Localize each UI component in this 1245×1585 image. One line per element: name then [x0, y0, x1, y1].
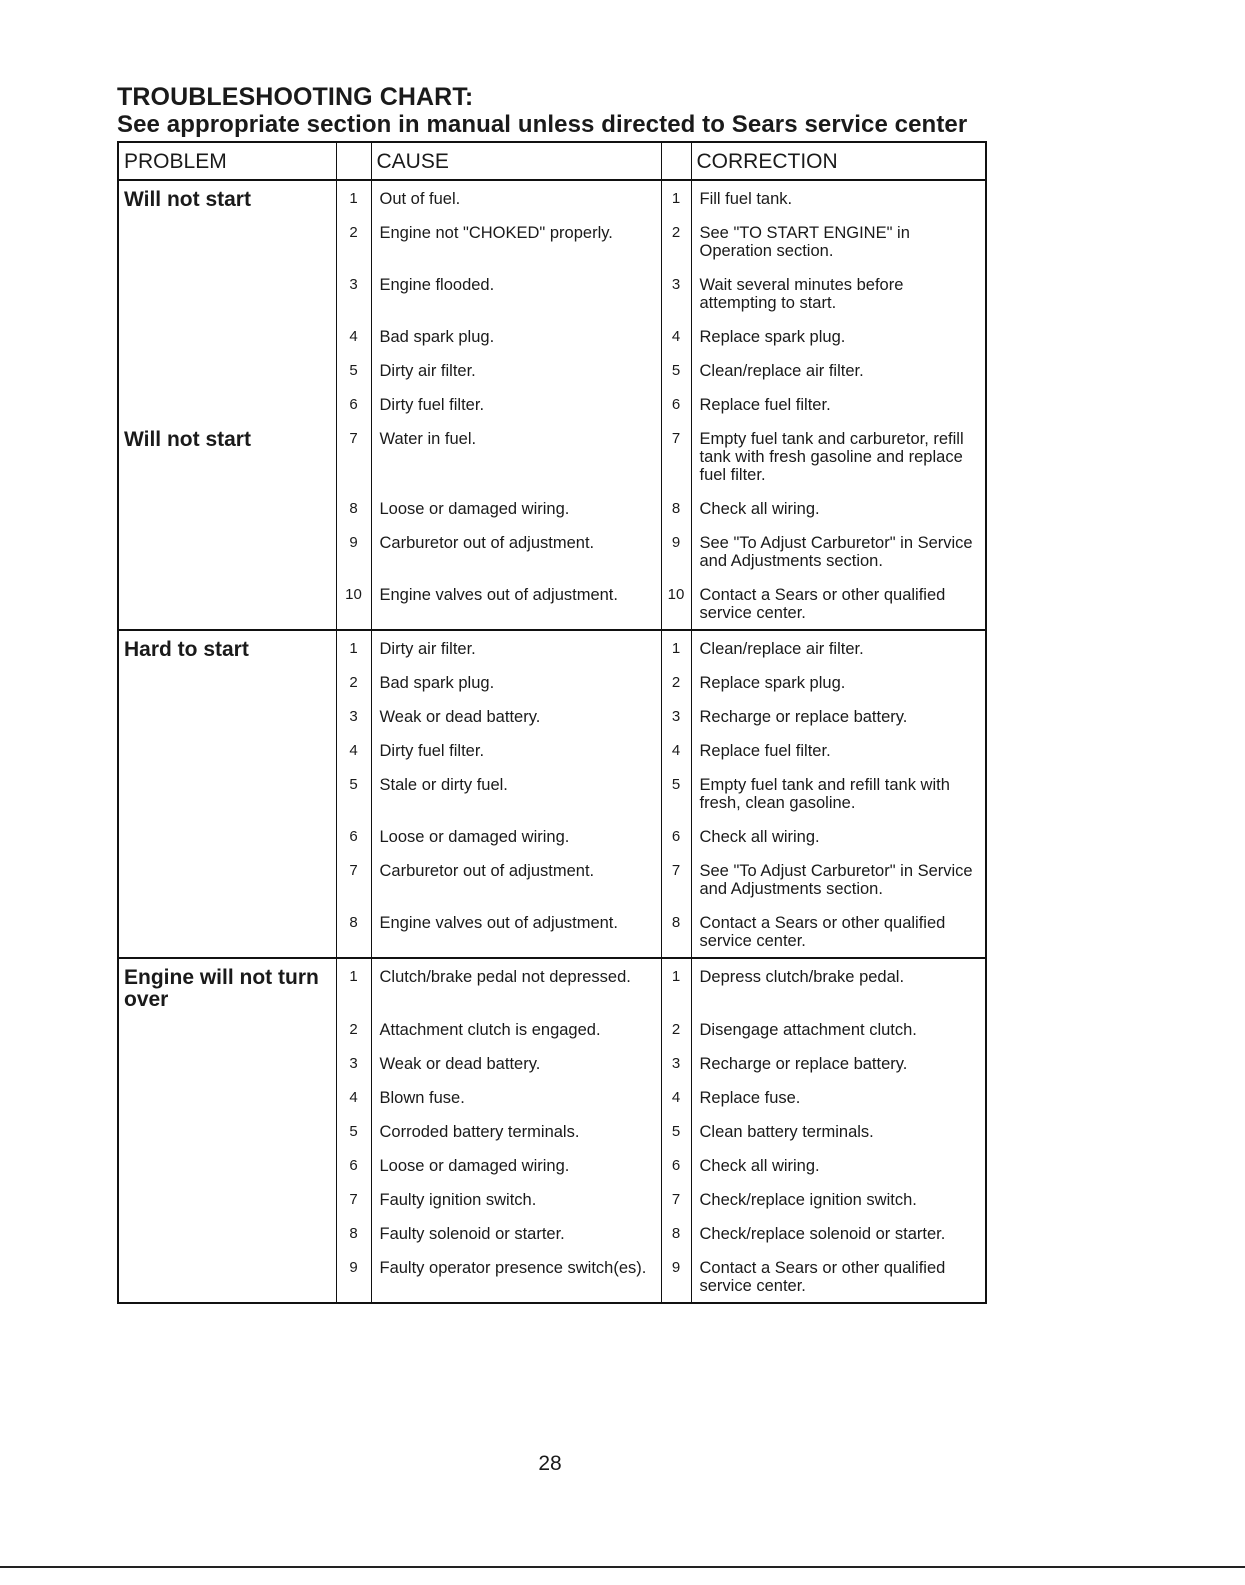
- table-row: [118, 267, 986, 319]
- correction-number: 10: [661, 577, 691, 630]
- cause-number: 3: [336, 1046, 371, 1080]
- table-row: [118, 1182, 986, 1216]
- chart-title: TROUBLESHOOTING CHART:: [117, 83, 474, 111]
- cause-cell: Weak or dead battery.: [379, 1055, 541, 1073]
- cause-number: 4: [336, 733, 371, 767]
- correction-number: 7: [661, 421, 691, 491]
- cause-number: 7: [336, 1182, 371, 1216]
- cause-cell: Water in fuel.: [379, 430, 477, 448]
- cause-cell: Weak or dead battery.: [379, 708, 541, 726]
- troubleshooting-table: [117, 141, 987, 1304]
- correction-number: 8: [661, 905, 691, 958]
- cause-number: 2: [336, 665, 371, 699]
- header-problem: PROBLEM: [118, 142, 336, 180]
- correction-cell: Replace spark plug.: [699, 328, 846, 346]
- problem-cell: [118, 1114, 336, 1148]
- header-cause-num: [336, 142, 371, 180]
- correction-number: 2: [661, 665, 691, 699]
- problem-cell: [118, 1046, 336, 1080]
- correction-number: 6: [661, 819, 691, 853]
- table-row: [118, 1250, 986, 1303]
- correction-number: 3: [661, 267, 691, 319]
- header-cause: CAUSE: [371, 142, 661, 180]
- cause-number: 8: [336, 905, 371, 958]
- cause-cell: Corroded battery terminals.: [379, 1123, 580, 1141]
- cause-number: 7: [336, 421, 371, 491]
- table-row: [118, 958, 986, 1012]
- cause-cell: Bad spark plug.: [379, 674, 495, 692]
- cause-cell: Engine valves out of adjustment.: [379, 586, 618, 604]
- cause-number: 6: [336, 1148, 371, 1182]
- correction-cell: Check all wiring.: [699, 500, 820, 518]
- cause-cell: Out of fuel.: [371, 180, 661, 215]
- correction-number: 1: [661, 958, 691, 1012]
- correction-number: 3: [661, 699, 691, 733]
- table-row: [118, 1080, 986, 1114]
- cause-cell: Dirty fuel filter.: [379, 742, 485, 760]
- cause-cell: Bad spark plug.: [379, 328, 495, 346]
- cause-cell: Loose or damaged wiring.: [379, 828, 570, 846]
- problem-cell: [118, 733, 336, 767]
- correction-cell: Recharge or replace battery.: [699, 708, 908, 726]
- correction-number: 1: [661, 630, 691, 665]
- troubleshooting-page: [117, 82, 985, 1304]
- correction-number: 4: [661, 1080, 691, 1114]
- problem-cell: [118, 387, 336, 421]
- table-row: [118, 180, 986, 215]
- problem-cell: [118, 853, 336, 905]
- correction-number: 5: [661, 353, 691, 387]
- table-row: [118, 577, 986, 630]
- correction-number: 1: [661, 180, 691, 215]
- cause-number: 10: [336, 577, 371, 630]
- cause-number: 1: [336, 630, 371, 665]
- cause-number: 9: [336, 525, 371, 577]
- problem-cell: [118, 1216, 336, 1250]
- problem-cell: [118, 319, 336, 353]
- problem-cell: [118, 525, 336, 577]
- cause-number: 8: [336, 1216, 371, 1250]
- correction-cell: Check/replace solenoid or starter.: [699, 1225, 946, 1243]
- table-row: [118, 1148, 986, 1182]
- cause-cell: Stale or dirty fuel.: [379, 776, 508, 794]
- correction-cell: See "TO START ENGINE" in Operation section.: [699, 224, 910, 260]
- cause-cell: Engine flooded.: [379, 276, 495, 294]
- header-correction-num: [661, 142, 691, 180]
- problem-cell: [118, 1148, 336, 1182]
- correction-cell: Clean battery terminals.: [699, 1123, 874, 1141]
- correction-cell: Check/replace ignition switch.: [699, 1191, 917, 1209]
- table-row: [118, 630, 986, 665]
- cause-cell: Loose or damaged wiring.: [379, 500, 570, 518]
- cause-number: 3: [336, 699, 371, 733]
- correction-number: 9: [661, 1250, 691, 1303]
- correction-number: 8: [661, 1216, 691, 1250]
- correction-number: 9: [661, 525, 691, 577]
- header-correction: CORRECTION: [691, 142, 986, 180]
- correction-cell: See "To Adjust Carburetor" in Service and Adjustments section.: [699, 862, 973, 898]
- table-row: [118, 319, 986, 353]
- table-row: [118, 387, 986, 421]
- correction-number: 4: [661, 319, 691, 353]
- cause-number: 6: [336, 387, 371, 421]
- problem-cell: [118, 767, 336, 819]
- correction-number: 7: [661, 853, 691, 905]
- cause-number: 2: [336, 1012, 371, 1046]
- table-row: [118, 699, 986, 733]
- bottom-divider: [0, 1566, 1245, 1568]
- correction-number: 5: [661, 1114, 691, 1148]
- correction-cell: Contact a Sears or other qualified service center.: [699, 586, 946, 622]
- problem-cell: [118, 577, 336, 630]
- problem-cell: Will not start: [118, 180, 336, 215]
- table-row: [118, 1046, 986, 1080]
- correction-number: 2: [661, 215, 691, 267]
- cause-cell: Dirty fuel filter.: [379, 396, 485, 414]
- cause-number: 4: [336, 319, 371, 353]
- problem-cell: [118, 699, 336, 733]
- cause-number: 1: [336, 958, 371, 1012]
- correction-number: 6: [661, 1148, 691, 1182]
- correction-cell: Replace fuel filter.: [699, 742, 831, 760]
- correction-number: 6: [661, 387, 691, 421]
- correction-number: 5: [661, 767, 691, 819]
- cause-number: 8: [336, 491, 371, 525]
- cause-number: 7: [336, 853, 371, 905]
- correction-number: 2: [661, 1012, 691, 1046]
- table-body: [118, 180, 986, 1303]
- problem-cell: [118, 819, 336, 853]
- cause-cell: Engine valves out of adjustment.: [379, 914, 618, 932]
- problem-cell: Engine will not turn over: [118, 958, 336, 1012]
- correction-number: 7: [661, 1182, 691, 1216]
- cause-cell: Carburetor out of adjustment.: [379, 862, 595, 880]
- table-row: [118, 767, 986, 819]
- cause-number: 5: [336, 353, 371, 387]
- cause-cell: Faulty ignition switch.: [379, 1191, 537, 1209]
- table-header-row: [118, 142, 986, 180]
- correction-cell: Fill fuel tank.: [691, 180, 986, 215]
- table-row: [118, 733, 986, 767]
- table-row: [118, 665, 986, 699]
- table-row: [118, 819, 986, 853]
- problem-cell: [118, 1182, 336, 1216]
- problem-cell: [118, 1012, 336, 1046]
- problem-cell: [118, 491, 336, 525]
- cause-number: 5: [336, 1114, 371, 1148]
- problem-cell: [118, 353, 336, 387]
- correction-cell: Replace fuse.: [699, 1089, 801, 1107]
- table-row: [118, 491, 986, 525]
- table-row: [118, 905, 986, 958]
- problem-cell: [118, 267, 336, 319]
- cause-cell: Engine not "CHOKED" properly.: [379, 224, 613, 242]
- correction-cell: Empty fuel tank and refill tank with fresh, clean gasoline.: [699, 776, 950, 812]
- chart-subtitle: See appropriate section in manual unless directed to Sears service center: [117, 111, 968, 138]
- correction-number: 8: [661, 491, 691, 525]
- correction-cell: Clean/replace air filter.: [691, 630, 986, 665]
- problem-cell: [118, 215, 336, 267]
- problem-cell: [118, 1250, 336, 1303]
- table-row: [118, 1114, 986, 1148]
- cause-number: 5: [336, 767, 371, 819]
- correction-cell: Recharge or replace battery.: [699, 1055, 908, 1073]
- problem-cell: [118, 1080, 336, 1114]
- cause-number: 6: [336, 819, 371, 853]
- cause-cell: Attachment clutch is engaged.: [379, 1021, 601, 1039]
- cause-number: 1: [336, 180, 371, 215]
- correction-cell: Replace spark plug.: [699, 674, 846, 692]
- problem-cell: Hard to start: [118, 630, 336, 665]
- page-number: 28: [538, 1452, 562, 1475]
- problem-cell: Will not start: [118, 421, 336, 491]
- cause-cell: Carburetor out of adjustment.: [379, 534, 595, 552]
- cause-cell: Faulty solenoid or starter.: [379, 1225, 565, 1243]
- cause-number: 2: [336, 215, 371, 267]
- correction-number: 3: [661, 1046, 691, 1080]
- table-row: [118, 1012, 986, 1046]
- cause-cell: Blown fuse.: [379, 1089, 465, 1107]
- cause-cell: Dirty air filter.: [379, 362, 476, 380]
- cause-cell: Loose or damaged wiring.: [379, 1157, 570, 1175]
- problem-cell: [118, 905, 336, 958]
- table-row: [118, 353, 986, 387]
- table-row: [118, 215, 986, 267]
- correction-cell: Check all wiring.: [699, 828, 820, 846]
- cause-cell: Dirty air filter.: [371, 630, 661, 665]
- cause-cell: Clutch/brake pedal not depressed.: [371, 958, 661, 1012]
- table-row: [118, 421, 986, 491]
- correction-cell: Replace fuel filter.: [699, 396, 831, 414]
- correction-cell: Contact a Sears or other qualified service center.: [699, 1259, 946, 1295]
- cause-cell: Faulty operator presence switch(es).: [379, 1259, 647, 1277]
- correction-cell: Depress clutch/brake pedal.: [691, 958, 986, 1012]
- cause-number: 9: [336, 1250, 371, 1303]
- table-row: [118, 1216, 986, 1250]
- problem-cell: [118, 665, 336, 699]
- correction-cell: Empty fuel tank and carburetor, refill tank with fresh gasoline and replace fuel filter.: [699, 430, 964, 484]
- table-row: [118, 853, 986, 905]
- correction-cell: Disengage attachment clutch.: [699, 1021, 917, 1039]
- correction-cell: See "To Adjust Carburetor" in Service and Adjustments section.: [699, 534, 973, 570]
- correction-cell: Clean/replace air filter.: [699, 362, 864, 380]
- correction-cell: Contact a Sears or other qualified service center.: [699, 914, 946, 950]
- correction-number: 4: [661, 733, 691, 767]
- cause-number: 3: [336, 267, 371, 319]
- correction-cell: Check all wiring.: [699, 1157, 820, 1175]
- table-row: [118, 525, 986, 577]
- correction-cell: Wait several minutes before attempting to start.: [699, 276, 904, 312]
- cause-number: 4: [336, 1080, 371, 1114]
